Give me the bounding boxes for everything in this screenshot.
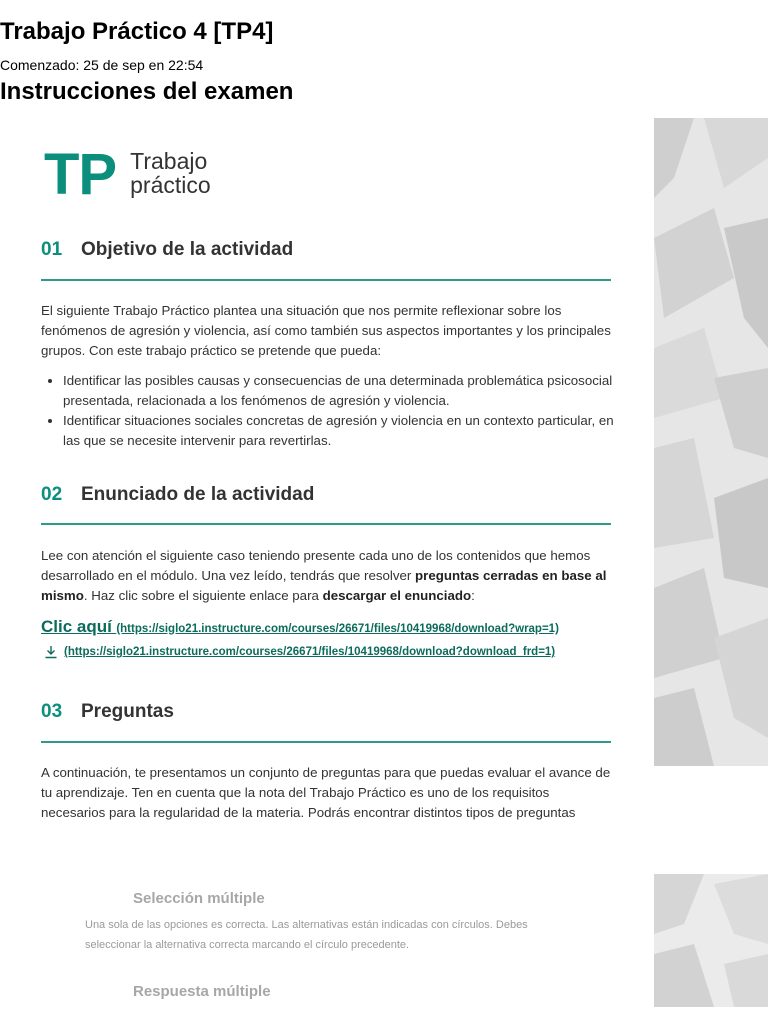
download-link-label[interactable]: Clic aquí <box>41 617 112 636</box>
statement-bold-2: descargar el enunciado <box>322 588 472 603</box>
section-number: 01 <box>41 239 63 260</box>
objective-intro: El siguiente Trabajo Práctico plantea una situación que nos permite reflexionar sobre los fenómenos de agresión y violencia, así como también sus aspectos importantes y los principales grupos. Con este trabajo práctico se pretende que pueda: <box>41 303 611 358</box>
section-number: 02 <box>41 484 63 505</box>
section-divider <box>41 279 611 281</box>
section-title: Objetivo de la actividad <box>81 239 294 260</box>
statement-text-1: Lee con atención el siguiente caso teniendo presente cada uno de los contenidos que hemos desarrollado en el módulo. Una vez leído, tendrás que resolver <box>41 548 591 583</box>
section-title: Preguntas <box>81 701 174 722</box>
statement-text <box>41 546 613 606</box>
download-link[interactable] <box>41 617 559 637</box>
section-01-header <box>41 239 611 261</box>
question-type-title: Respuesta múltiple <box>133 983 271 1000</box>
direct-download-url[interactable]: (https://siglo21.instructure.com/courses/26671/files/10419968/download?download_frd=1) <box>64 646 556 658</box>
statement-text-2: . Haz clic sobre el siguiente enlace para <box>83 588 323 603</box>
section-title: Enunciado de la actividad <box>81 484 315 505</box>
statement-text-3: : <box>471 588 475 603</box>
logo-wordmark <box>130 149 211 197</box>
started-timestamp: Comenzado: 25 de sep en 22:54 <box>0 57 204 73</box>
section-03-header <box>41 701 611 723</box>
list-item: • Identificar las posibles causas y consecuencias de una determinada problemática psicosocial presentada, relacionada a los fenómenos de agresión y violencia. <box>63 371 623 411</box>
tp-logo <box>44 142 211 207</box>
logo-word-1: Trabajo <box>130 148 208 174</box>
logo-mark: TP <box>44 142 117 207</box>
decorative-image-bottom <box>654 874 768 1007</box>
decorative-image-top <box>654 118 768 766</box>
list-item: • Identificar situaciones sociales concretas de agresión y violencia en un contexto particular, en las que se necesite intervenir para revertirlas. <box>63 411 623 451</box>
statement-bold-1: preguntas cerradas en base al mismo <box>41 568 607 603</box>
question-type-title: Selección múltiple <box>133 890 265 907</box>
page-title: Trabajo Práctico 4 [TP4] <box>0 18 274 45</box>
section-divider <box>41 523 611 525</box>
download-link-url[interactable]: (https://siglo21.instructure.com/courses/26671/files/10419968/download?wrap=1) <box>116 623 559 635</box>
objective-list <box>41 371 623 451</box>
section-02-header <box>41 484 611 506</box>
section-divider <box>41 741 611 743</box>
download-icon[interactable] <box>44 645 58 659</box>
direct-download-link[interactable] <box>44 645 555 659</box>
instructions-heading: Instrucciones del examen <box>0 78 294 105</box>
section-number: 03 <box>41 701 63 722</box>
question-type-description: Una sola de las opciones es correcta. Las alternativas están indicadas con círculos. Debes seleccionar la alternativa correcta marcando el círculo precedente. <box>85 919 528 951</box>
questions-intro: A continuación, te presentamos un conjunto de preguntas para que puedas evaluar el avance de tu aprendizaje. Ten en cuenta que la nota del Trabajo Práctico es uno de los requisitos necesarios para la regularidad de la materia. Podrás encontrar distintos tipos de preguntas <box>41 765 611 820</box>
logo-word-2: práctico <box>130 172 211 198</box>
